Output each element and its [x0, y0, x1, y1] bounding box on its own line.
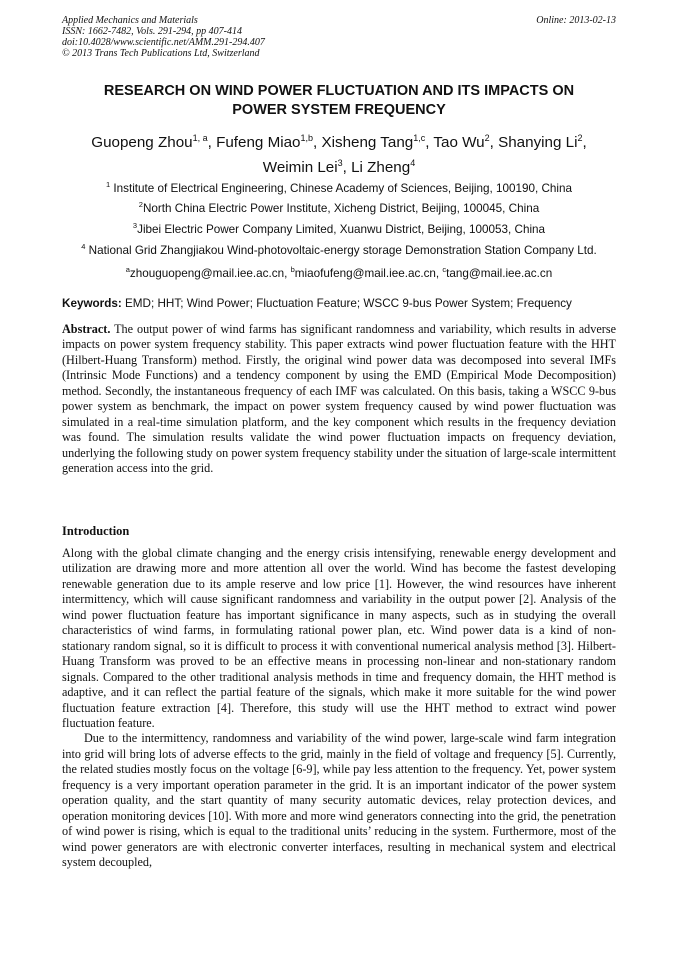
- author-name: Guopeng Zhou: [91, 134, 193, 152]
- affiliation-text: Jibei Electric Power Company Limited, Xuanwu District, Beijing, 100053, China: [137, 222, 546, 236]
- author-name: Shanying Li: [498, 134, 578, 152]
- keywords-label: Keywords:: [62, 297, 122, 310]
- affiliation-sup: 4: [81, 242, 86, 251]
- email-address: zhouguopeng@mail.iee.ac.cn,: [129, 266, 291, 280]
- author-line-1: Guopeng Zhou$^{1, a}$, Fufeng Miao$^{1,b}$, Xisheng Tang$^{1,c}$, Tao Wu$^2$, Shanying Li$^2$,: [91, 133, 587, 152]
- introduction-body: [62, 546, 616, 871]
- affiliation-sup: 2: [138, 200, 143, 209]
- introduction-heading: Introduction: [62, 524, 130, 538]
- email-sup: c: [442, 265, 447, 274]
- author-sup: 1,b: [300, 133, 314, 143]
- paper-title: [40, 82, 638, 120]
- introduction-paragraph-2: Due to the intermittency, randomness and variability of the wind power, large-scale wind farm integration into grid will bring lots of adverse effects to the grid, mainly in the field of voltage and frequency [5]. Currently, the related studies mostly focus on the voltage [6-9], while pay less attention to the frequency. Yet, power system frequency is a very important operation parameter in the grid. It is an important indicator of the power system operation quality, and the start quantity of many security automatic devices, relay protection devices, and operation monitoring devices [10]. With more and more wind generators connecting into the grid, the penetration of wind power is rising, which is equal to the traditional units’ reducing in the system. Furthermore, most of the wind power generators are with electronic converter interfaces, resulting in mechanical system and electrical system decoupled,: [62, 731, 616, 870]
- author-list: [40, 128, 638, 178]
- author-name: Weimin Lei: [262, 159, 338, 177]
- author-sup: 2: [484, 133, 490, 143]
- affiliation-sup: 1: [105, 180, 111, 189]
- online-date: Online: 2013-02-13: [536, 15, 616, 26]
- author-name: Tao Wu: [433, 134, 485, 152]
- journal-name: Applied Mechanics and Materials: [62, 15, 198, 26]
- issn-line: ISSN: 1662-7482, Vols. 291-294, pp 407-414: [62, 26, 242, 37]
- affiliation-sup: 3: [132, 221, 138, 230]
- keywords-text: EMD; HHT; Wind Power; Fluctuation Feature; WSCC 9-bus Power System; Frequency: [121, 297, 572, 310]
- affiliation-4: [40, 239, 638, 258]
- author-sup: 1,c: [413, 133, 426, 143]
- affiliation-2: [40, 197, 638, 216]
- introduction-paragraph-1: Along with the global climate changing and the energy crisis intensifying, renewable energy development and utilization are drawing more and more attention all over the world. Wind has become the fastest developing renewable generation due to its ample reserve and low price [1]. However, the wind resources have inherent intermittency, which will cause significant randomness and variability in the output power [2]. Analysis of the wind power fluctuation feature has important significance in many aspects, such as in studying the overall characteristics of wind farms, in formulating rational power plan, etc. Wind power data is a kind of non-stationary random signal, so it is difficult to process it with conventional numerical analysis method [3]. Hilbert-Huang Transform was proved to be an effective means in processing non-linear and non-stationary random signals. Compared to the other traditional analysis methods in time and frequency domain, the HHT method is adaptive, and it can reflect the partial feature of the signals, which make it more suitable for the wind power fluctuation feature extraction [4]. Therefore, this study will use the HHT method to extract wind power fluctuation feature.: [62, 546, 616, 730]
- author-sup: 2: [577, 133, 583, 143]
- author-sup: 1, a: [192, 133, 208, 143]
- email-line: [40, 262, 638, 281]
- abstract-paragraph: [62, 322, 616, 477]
- doi-line: doi:10.4028/www.scientific.net/AMM.291-294.407: [62, 37, 265, 48]
- affiliation-text: North China Electric Power Institute, Xicheng District, Beijing, 100045, China: [142, 201, 540, 215]
- title-line-2: POWER SYSTEM FREQUENCY: [232, 102, 446, 118]
- affiliation-text: National Grid Zhangjiakou Wind-photovoltaic-energy storage Demonstration Station Company Ltd.: [85, 243, 597, 257]
- author-name: Fufeng Miao: [216, 134, 301, 152]
- abstract-label: Abstract.: [62, 322, 111, 336]
- author-name: Xisheng Tang: [321, 134, 414, 152]
- author-name: Li Zheng: [351, 159, 411, 177]
- title-line-1: RESEARCH ON WIND POWER FLUCTUATION AND ITS IMPACTS ON: [103, 83, 575, 99]
- affiliation-text: Institute of Electrical Engineering, Chinese Academy of Sciences, Beijing, 100190, China: [110, 181, 573, 195]
- author-line-2: Weimin Lei$^3$, Li Zheng$^4$: [262, 158, 416, 177]
- email-sup: a: [125, 265, 130, 274]
- email-address: tang@mail.iee.ac.cn: [446, 266, 553, 280]
- abstract-text: The output power of wind farms has significant randomness and variability, which results in adverse impacts on power system frequency stability. This paper extracts wind power fluctuation feature with the HHT (Hilbert-Huang Transform) method. Firstly, the original wind power data was decomposed into several IMFs (Intrinsic Mode Functions) and a tendency component by using the EMD (Empirical Mode Decomposition) method. Secondly, the instantaneous frequency of each IMF was calculated. On this basis, taking a WSCC 9-bus power system as benchmark, the impact on power system frequency caused by wind power fluctuation was simulated in a real-time simulation platform, and the key component which results in the frequency deviation was found. The simulation results validate the wind power fluctuation impacts on frequency deviation, underlying the following study on power system frequency stability under the situation of large-scale intermittent generation access into the grid.: [62, 322, 616, 476]
- keywords: [62, 296, 622, 311]
- copyright-line: © 2013 Trans Tech Publications Ltd, Switzerland: [62, 48, 260, 59]
- journal-header: [62, 15, 616, 59]
- affiliation-1: [40, 177, 638, 196]
- email-sup: b: [290, 265, 295, 274]
- affiliation-3: [40, 218, 638, 237]
- abstract: [62, 322, 616, 477]
- author-sup: 4: [410, 158, 416, 169]
- email-address: miaofufeng@mail.iee.ac.cn,: [294, 266, 443, 280]
- author-sup: 3: [337, 158, 343, 169]
